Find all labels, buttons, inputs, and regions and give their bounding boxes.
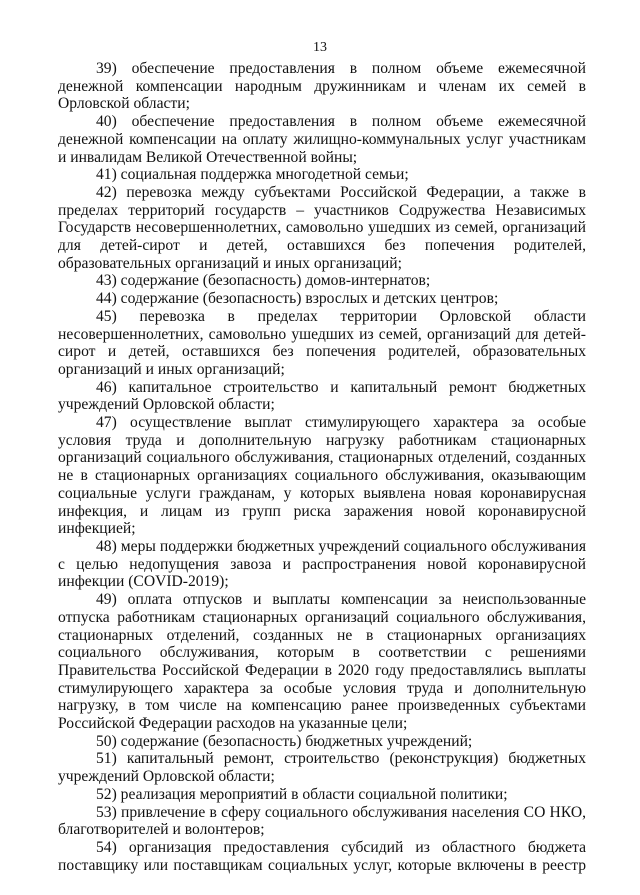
list-item-41: 41) социальная поддержка многодетной семьи;	[96, 166, 409, 184]
list-item-51: 51) капитальный ремонт, строительство (реконструкция) бюджетных учреждений Орловской области;	[58, 750, 586, 786]
list-item-47: 47) осуществление выплат стимулирующего характера за особые условия труда и дополнительную нагрузку работникам стационарных организаций социального обслуживания, стационарных отделений, созданных не в стационарных организациях социального обслуживания, оказывающим социальные услуги гражданам, у которых выявлена новая коронавирусная инфекция, и лицам из групп риска заражения новой коронавирусной инфекцией;	[58, 414, 586, 538]
list-item-54: 54) организация предоставления субсидий из областного бюджета поставщику или поставщикам социальных услуг, которые включены в реестр	[58, 838, 586, 874]
list-item-50: 50) содержание (безопасность) бюджетных учреждений;	[96, 732, 473, 750]
document-body	[58, 60, 586, 874]
list-item-43: 43) содержание (безопасность) домов-интернатов;	[96, 272, 431, 290]
list-item-48: 48) меры поддержки бюджетных учреждений социального обслуживания с целью недопущения завоза и распространения новой коронавирусной инфекции (COVID-2019);	[58, 537, 586, 591]
list-item-39: 39) обеспечение предоставления в полном объеме ежемесячной денежной компенсации народным дружинникам и членам их семей в Орловской области;	[58, 60, 586, 113]
page-number: 13	[313, 40, 327, 55]
list-item-52: 52) реализация мероприятий в области социальной политики;	[96, 785, 508, 803]
list-item-44: 44) содержание (безопасность) взрослых и детских центров;	[96, 290, 499, 308]
list-item-46: 46) капитальное строительство и капитальный ремонт бюджетных учреждений Орловской области;	[58, 378, 586, 414]
list-item-45: 45) перевозка в пределах территории Орловской области несовершеннолетних, самовольно ушедших из семей, организаций для детей-сирот и детей, оставшихся без попечения родителей, образовательных организаций и иных организаций;	[58, 307, 586, 378]
list-item-49: 49) оплата отпусков и выплаты компенсации за неиспользованные отпуска работникам стационарных организаций социального обслуживания, стационарных отделений, созданных не в стационарных организациях социального обслуживания, которым в соответствии с решениями Правительства Российской Федерации в 2020 году предоставлялись выплаты стимулирующего характера за особые условия труда и дополнительную нагрузку, в том числе на компенсацию ранее произведенных субъектами Российской Федерации расходов на указанные цели;	[58, 591, 586, 733]
list-item-42: 42) перевозка между субъектами Российской Федерации, а также в пределах территорий государств – участников Содружества Независимых Государств несовершеннолетних, самовольно ушедших из семей, организаций для детей-сирот и детей, оставшихся без попечения родителей, образовательных организаций и иных организаций;	[58, 183, 586, 272]
list-item-53: 53) привлечение в сферу социального обслуживания населения СО НКО, благотворителей и волонтеров;	[58, 803, 586, 839]
list-item-40: 40) обеспечение предоставления в полном объеме ежемесячной денежной компенсации на оплату жилищно-коммунальных услуг участникам и инвалидам Великой Отечественной войны;	[58, 113, 586, 166]
